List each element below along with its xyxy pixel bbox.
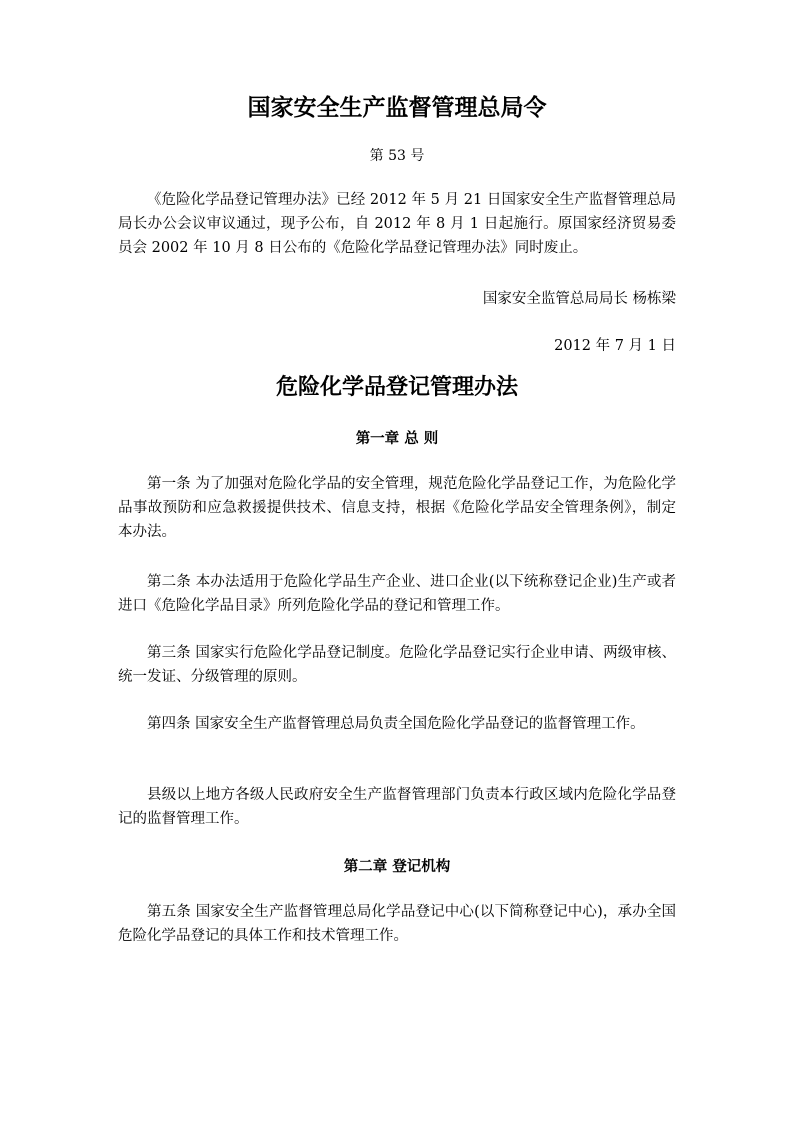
preamble-paragraph: 《危险化学品登记管理办法》已经 2012 年 5 月 21 日国家安全生产监督管理总局局长办公会议审议通过，现予公布，自 2012 年 8 月 1 日起施行。原国家经济贸易委员会 2002 年 10 月 8 日公布的《危险化学品登记管理办法》同时废止。: [118, 192, 676, 256]
issue-date: 2012 年 7 月 1 日: [554, 338, 676, 354]
chapter-heading: 第二章 登记机构: [343, 859, 451, 875]
article-paragraph: 第三条 国家实行危险化学品登记制度。危险化学品登记实行企业申请、两级审核、统一发证、分级管理的原则。: [118, 645, 676, 685]
order-number: 第 53 号: [369, 148, 425, 164]
article-paragraph: 第一条 为了加强对危险化学品的安全管理，规范危险化学品登记工作，为危险化学品事故预防和应急救援提供技术、信息支持，根据《危险化学品安全管理条例》，制定本办法。: [118, 476, 676, 540]
article-paragraph: 第四条 国家安全生产监督管理总局负责全国危险化学品登记的监督管理工作。: [147, 716, 645, 732]
regulation-title: 危险化学品登记管理办法: [275, 375, 518, 400]
signatory: 国家安全监管总局局长 杨栋梁: [482, 291, 676, 307]
decree-title: 国家安全生产监督管理总局令: [247, 95, 547, 121]
article-paragraph: 县级以上地方各级人民政府安全生产监督管理部门负责本行政区域内危险化学品登记的监督管理工作。: [118, 787, 676, 827]
chapter-heading: 第一章 总 则: [355, 431, 439, 447]
article-paragraph: 第二条 本办法适用于危险化学品生产企业、进口企业(以下统称登记企业)生产或者进口《危险化学品目录》所列危险化学品的登记和管理工作。: [118, 574, 676, 614]
article-paragraph: 第五条 国家安全生产监督管理总局化学品登记中心(以下简称登记中心)，承办全国危险化学品登记的具体工作和技术管理工作。: [118, 904, 676, 944]
